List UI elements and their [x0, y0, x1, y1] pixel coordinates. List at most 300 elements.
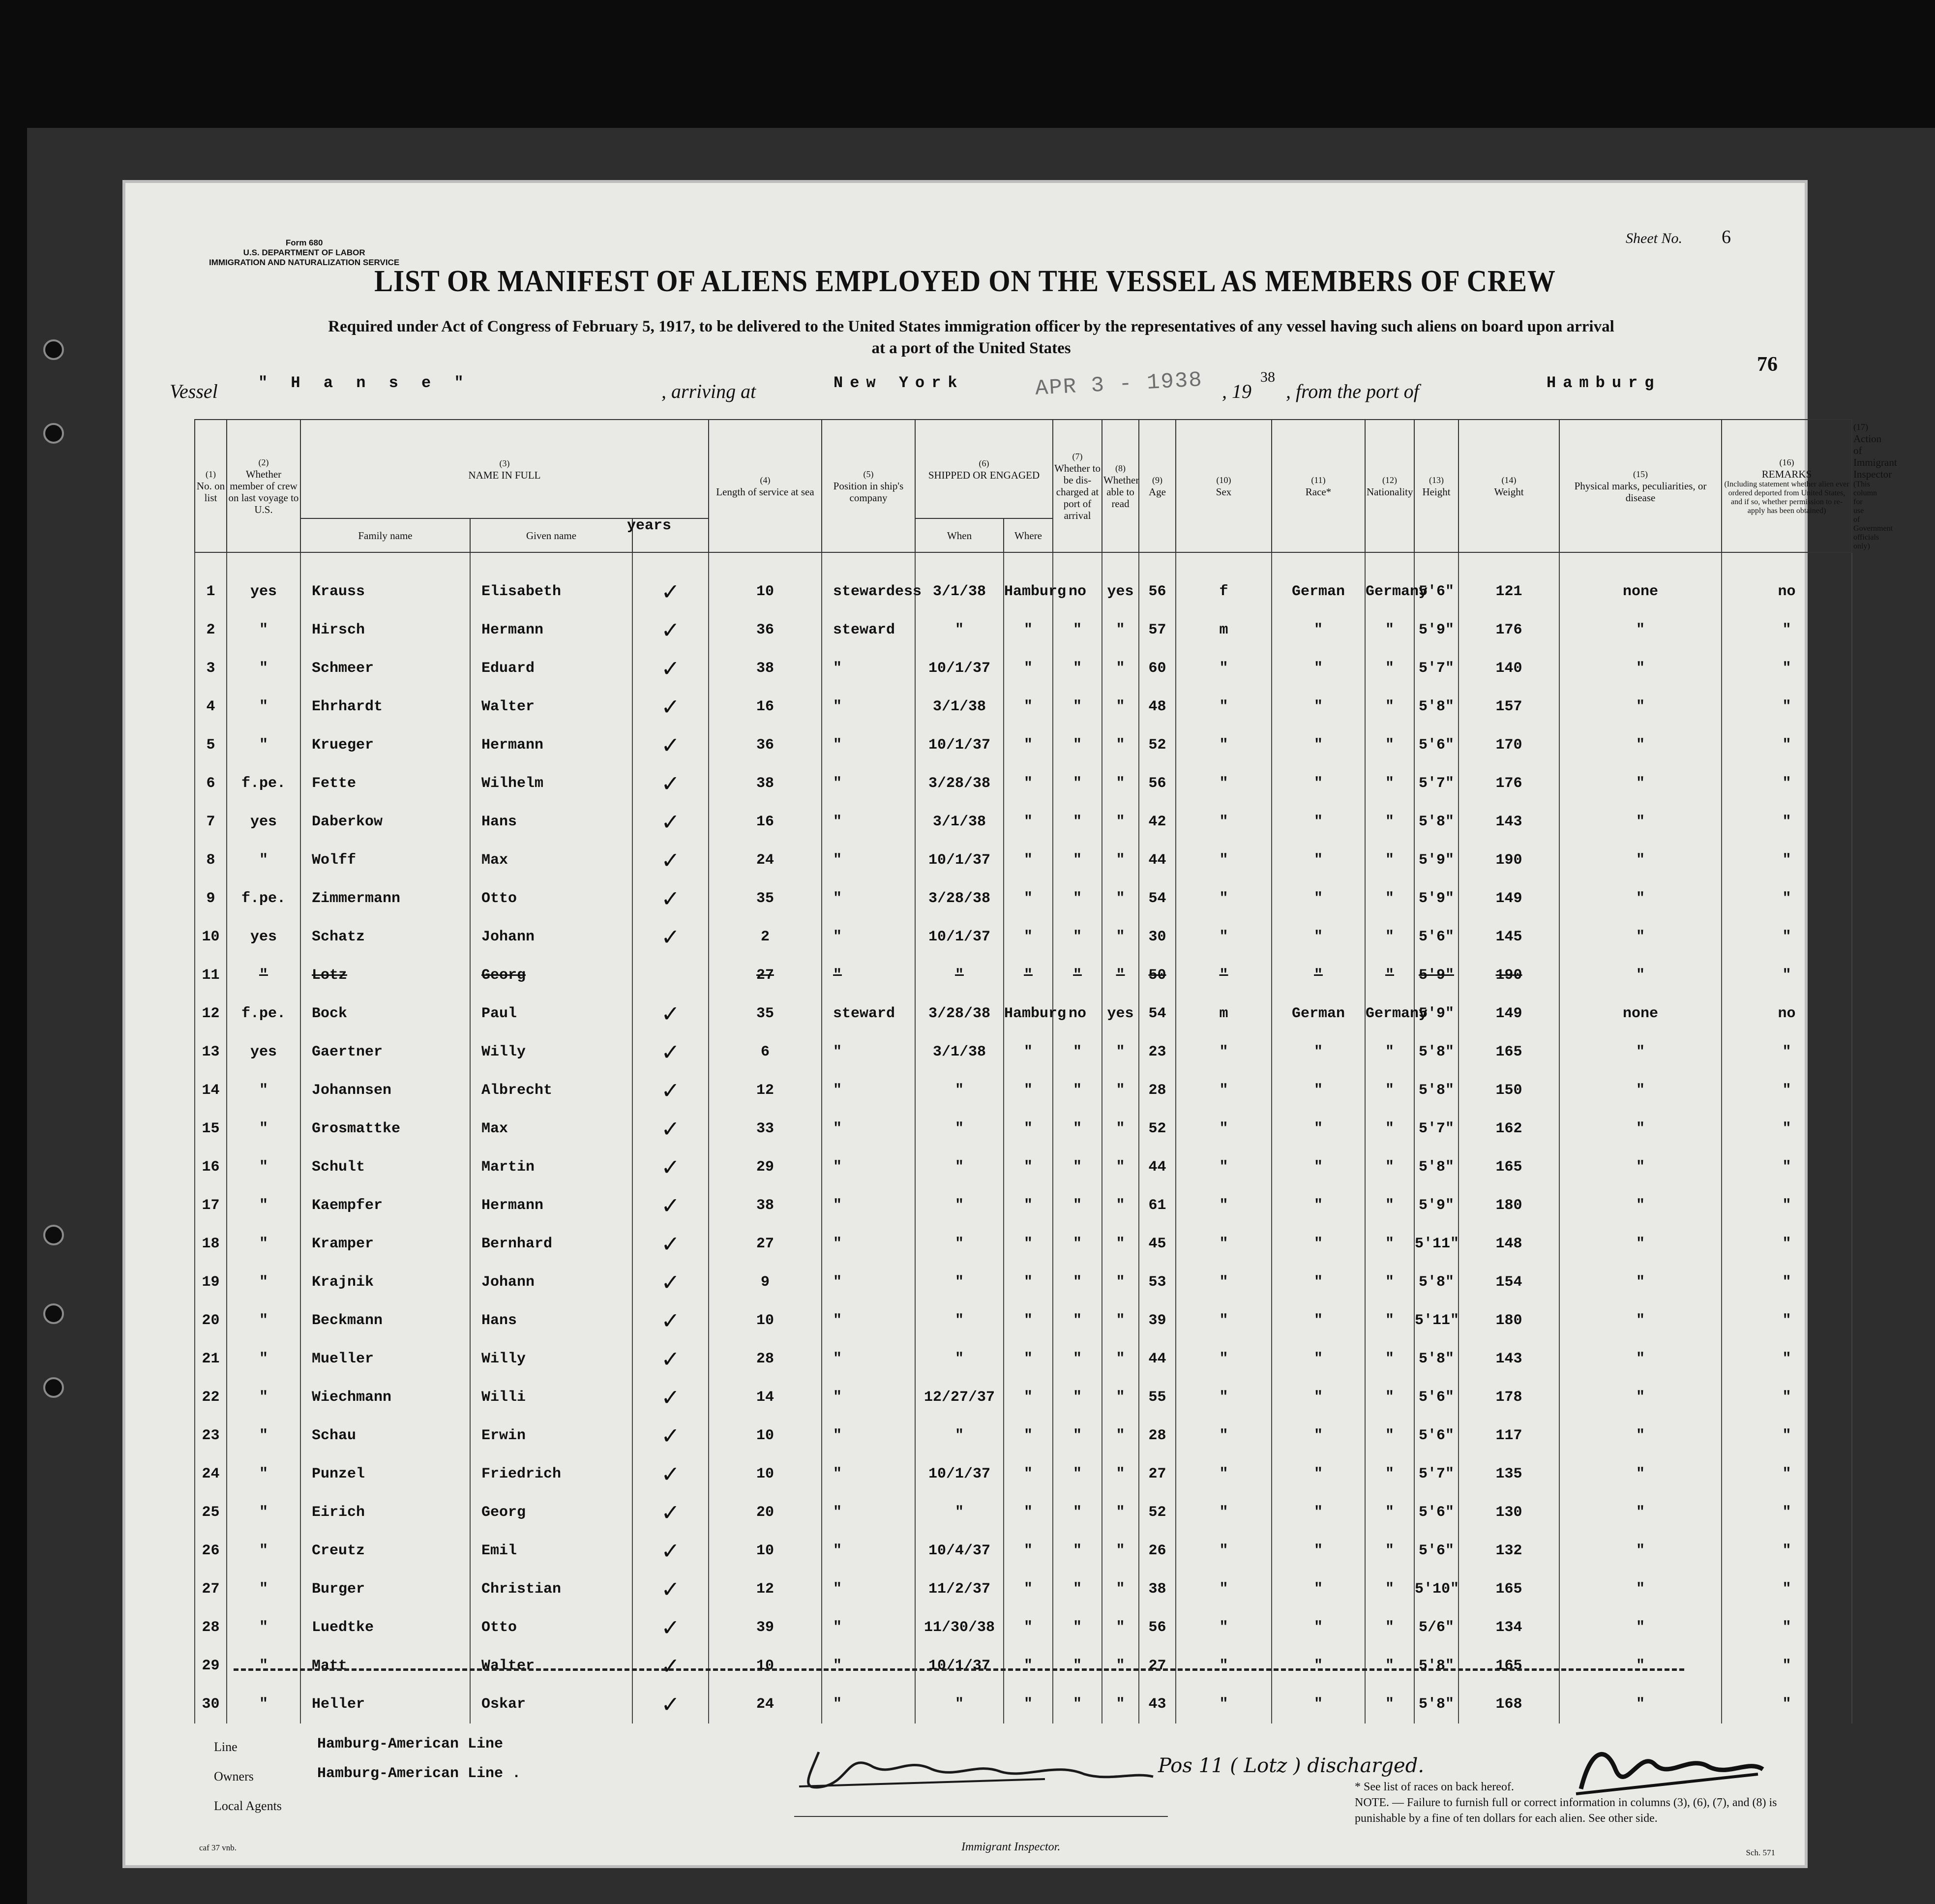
- given-name-cell: Max: [470, 841, 632, 879]
- height-cell: 5'10": [1414, 1570, 1459, 1608]
- member-flag-cell: ": [227, 1493, 300, 1532]
- family-name-cell: Grosmattke: [300, 1110, 470, 1148]
- discharged-cell: ": [1053, 1263, 1102, 1301]
- race-cell: ": [1272, 1378, 1365, 1417]
- able-to-read-cell: ": [1102, 1417, 1139, 1455]
- sex-cell: ": [1176, 1148, 1272, 1186]
- physical-marks-cell: ": [1559, 611, 1722, 649]
- table-row: [195, 1378, 1852, 1417]
- table-row: [195, 1570, 1852, 1608]
- table-row: [195, 803, 1852, 841]
- inspector-label: Immigrant Inspector.: [961, 1841, 1061, 1853]
- from-port: Hamburg: [1547, 374, 1661, 392]
- row-number-cell: 3: [195, 649, 227, 688]
- row-number-cell: 21: [195, 1340, 227, 1378]
- able-to-read-cell: ": [1102, 1532, 1139, 1570]
- service-length-cell: 14: [709, 1378, 822, 1417]
- vessel-label: Vessel: [170, 380, 218, 402]
- race-cell: German: [1272, 552, 1365, 611]
- nationality-cell: ": [1365, 1225, 1414, 1263]
- date-stamp: APR 3 - 1938: [1034, 368, 1203, 401]
- sex-cell: ": [1176, 1455, 1272, 1493]
- shipped-when-cell: 10/1/37: [915, 918, 1004, 956]
- age-cell: 27: [1139, 1455, 1176, 1493]
- height-cell: 5'8": [1414, 1033, 1459, 1071]
- service-length-cell: 10: [709, 1417, 822, 1455]
- family-name-cell: Schult: [300, 1148, 470, 1186]
- age-cell: 56: [1139, 764, 1176, 803]
- nationality-cell: ": [1365, 1608, 1414, 1647]
- member-flag-cell: ": [227, 1186, 300, 1225]
- check-mark-cell: ✓: [632, 879, 709, 918]
- height-cell: 5'9": [1414, 1186, 1459, 1225]
- shipped-when-cell: ": [915, 956, 1004, 995]
- weight-cell: 178: [1459, 1378, 1559, 1417]
- age-cell: 44: [1139, 1340, 1176, 1378]
- discharged-cell: ": [1053, 1570, 1102, 1608]
- position-cell: ": [822, 1685, 915, 1723]
- family-name-cell: Wolff: [300, 841, 470, 879]
- remarks-cell: ": [1722, 1225, 1852, 1263]
- shipped-when-cell: ": [915, 1263, 1004, 1301]
- remarks-cell: ": [1722, 1301, 1852, 1340]
- able-to-read-cell: ": [1102, 1110, 1139, 1148]
- given-name-cell: Eduard: [470, 649, 632, 688]
- physical-marks-cell: ": [1559, 1685, 1722, 1723]
- position-cell: ": [822, 726, 915, 764]
- able-to-read-cell: ": [1102, 1340, 1139, 1378]
- service-name: IMMIGRATION AND NATURALIZATION SERVICE: [209, 258, 400, 267]
- physical-marks-cell: ": [1559, 1110, 1722, 1148]
- nationality-cell: ": [1365, 688, 1414, 726]
- given-name-cell: Walter: [470, 1647, 632, 1685]
- remarks-cell: ": [1722, 1685, 1852, 1723]
- discharged-cell: ": [1053, 649, 1102, 688]
- height-cell: 5'8": [1414, 1263, 1459, 1301]
- height-cell: 5'7": [1414, 1455, 1459, 1493]
- family-name-cell: Krajnik: [300, 1263, 470, 1301]
- given-name-cell: Martin: [470, 1148, 632, 1186]
- sex-cell: ": [1176, 1685, 1272, 1723]
- member-flag-cell: yes: [227, 803, 300, 841]
- remarks-cell: ": [1722, 649, 1852, 688]
- physical-marks-cell: ": [1559, 956, 1722, 995]
- family-name-cell: Johannsen: [300, 1071, 470, 1110]
- given-name-cell: Friedrich: [470, 1455, 632, 1493]
- shipped-where-cell: ": [1004, 1417, 1053, 1455]
- col-shipped: (6) SHIPPED OR ENGAGED: [915, 420, 1053, 518]
- shipped-where-cell: ": [1004, 726, 1053, 764]
- nationality-cell: ": [1365, 918, 1414, 956]
- shipped-where-cell: ": [1004, 918, 1053, 956]
- age-cell: 61: [1139, 1186, 1176, 1225]
- shipped-where-cell: ": [1004, 1033, 1053, 1071]
- shipped-where-cell: ": [1004, 1685, 1053, 1723]
- family-name-cell: Daberkow: [300, 803, 470, 841]
- age-cell: 53: [1139, 1263, 1176, 1301]
- shipped-when-cell: 3/1/38: [915, 803, 1004, 841]
- physical-marks-cell: ": [1559, 1493, 1722, 1532]
- inspector-line: [794, 1816, 1168, 1817]
- sex-cell: ": [1176, 1186, 1272, 1225]
- weight-cell: 180: [1459, 1186, 1559, 1225]
- position-cell: ": [822, 879, 915, 918]
- height-cell: 5'11": [1414, 1301, 1459, 1340]
- shipped-when-cell: ": [915, 1340, 1004, 1378]
- check-mark-cell: ✓: [632, 841, 709, 879]
- year-label: , 19: [1222, 380, 1251, 402]
- age-cell: 28: [1139, 1417, 1176, 1455]
- able-to-read-cell: ": [1102, 611, 1139, 649]
- height-cell: 5'8": [1414, 803, 1459, 841]
- member-flag-cell: ": [227, 1071, 300, 1110]
- shipped-when-cell: 11/30/38: [915, 1608, 1004, 1647]
- caf-code: caf 37 vnb.: [199, 1843, 237, 1852]
- race-cell: ": [1272, 1186, 1365, 1225]
- service-length-cell: 24: [709, 1685, 822, 1723]
- table-row: [195, 995, 1852, 1033]
- shipped-where-cell: ": [1004, 1186, 1053, 1225]
- line-field: [214, 1736, 504, 1754]
- service-length-cell: 39: [709, 1608, 822, 1647]
- nationality-cell: ": [1365, 1186, 1414, 1225]
- physical-marks-cell: ": [1559, 1301, 1722, 1340]
- race-cell: ": [1272, 1685, 1365, 1723]
- row-number-cell: 2: [195, 611, 227, 649]
- service-length-cell: 38: [709, 1186, 822, 1225]
- remarks-cell: ": [1722, 1493, 1852, 1532]
- family-name-cell: Schatz: [300, 918, 470, 956]
- shipped-when-cell: ": [915, 1417, 1004, 1455]
- nationality-cell: ": [1365, 764, 1414, 803]
- race-cell: German: [1272, 995, 1365, 1033]
- race-cell: ": [1272, 1455, 1365, 1493]
- check-mark-cell: ✓: [632, 611, 709, 649]
- remarks-cell: ": [1722, 688, 1852, 726]
- table-row: [195, 1110, 1852, 1148]
- position-cell: ": [822, 1033, 915, 1071]
- shipped-when-cell: 10/1/37: [915, 726, 1004, 764]
- service-length-cell: 38: [709, 649, 822, 688]
- row-number-cell: 11: [195, 956, 227, 995]
- subtitle-line-2: at a port of the United States: [871, 339, 1071, 357]
- service-length-cell: 33: [709, 1110, 822, 1148]
- race-cell: ": [1272, 611, 1365, 649]
- weight-cell: 148: [1459, 1225, 1559, 1263]
- race-cell: ": [1272, 649, 1365, 688]
- check-mark-cell: ✓: [632, 1647, 709, 1685]
- table-row: [195, 1148, 1852, 1186]
- remarks-cell: ": [1722, 841, 1852, 879]
- age-cell: 44: [1139, 1148, 1176, 1186]
- member-flag-cell: ": [227, 1417, 300, 1455]
- physical-marks-cell: ": [1559, 1148, 1722, 1186]
- member-flag-cell: f.pe.: [227, 764, 300, 803]
- row-number-cell: 29: [195, 1647, 227, 1685]
- end-of-list-line: [234, 1668, 1684, 1671]
- physical-marks-cell: ": [1559, 1647, 1722, 1685]
- sex-cell: ": [1176, 1263, 1272, 1301]
- shipped-when-cell: 10/4/37: [915, 1532, 1004, 1570]
- race-cell: ": [1272, 956, 1365, 995]
- member-flag-cell: ": [227, 1378, 300, 1417]
- page-stamp: 76: [1757, 353, 1778, 376]
- table-row: [195, 1685, 1852, 1723]
- discharged-cell: ": [1053, 803, 1102, 841]
- remarks-cell: ": [1722, 1378, 1852, 1417]
- check-mark-cell: ✓: [632, 764, 709, 803]
- discharged-cell: ": [1053, 611, 1102, 649]
- form-number: Form 680: [285, 238, 323, 247]
- service-length-cell: 10: [709, 1647, 822, 1685]
- given-name-cell: Johann: [470, 1263, 632, 1301]
- table-row: [195, 1186, 1852, 1225]
- subtitle-line-1: Required under Act of Congress of February 5, 1917, to be delivered to the United States immigration officer by the representatives of any vessel having such aliens on board upon arrival: [328, 318, 1614, 335]
- binder-hole: [43, 1225, 64, 1245]
- given-name-cell: Willi: [470, 1378, 632, 1417]
- nationality-cell: ": [1365, 1301, 1414, 1340]
- discharged-cell: ": [1053, 1033, 1102, 1071]
- table-row: [195, 688, 1852, 726]
- table-row: [195, 764, 1852, 803]
- race-cell: ": [1272, 1033, 1365, 1071]
- shipped-when-cell: 3/28/38: [915, 879, 1004, 918]
- given-name-cell: Georg: [470, 1493, 632, 1532]
- service-length-cell: 29: [709, 1148, 822, 1186]
- shipped-where-cell: ": [1004, 1647, 1053, 1685]
- member-flag-cell: ": [227, 1110, 300, 1148]
- footnote-races: * See list of races on back hereof.: [1355, 1781, 1514, 1793]
- discharged-cell: ": [1053, 688, 1102, 726]
- given-name-cell: Max: [470, 1110, 632, 1148]
- weight-cell: 143: [1459, 803, 1559, 841]
- race-cell: ": [1272, 1608, 1365, 1647]
- race-cell: ": [1272, 1110, 1365, 1148]
- able-to-read-cell: ": [1102, 1148, 1139, 1186]
- service-length-cell: 16: [709, 803, 822, 841]
- weight-cell: 176: [1459, 611, 1559, 649]
- discharged-cell: ": [1053, 1417, 1102, 1455]
- col-when: When: [915, 518, 1004, 552]
- years-label: years: [627, 517, 672, 534]
- service-length-cell: 36: [709, 611, 822, 649]
- row-number-cell: 15: [195, 1110, 227, 1148]
- physical-marks-cell: ": [1559, 1608, 1722, 1647]
- col-race: (11) Race*: [1272, 420, 1365, 552]
- position-cell: ": [822, 956, 915, 995]
- row-number-cell: 27: [195, 1570, 227, 1608]
- given-name-cell: Hermann: [470, 611, 632, 649]
- physical-marks-cell: ": [1559, 1340, 1722, 1378]
- shipped-where-cell: Hamburg: [1004, 552, 1053, 611]
- shipped-where-cell: ": [1004, 1263, 1053, 1301]
- line-label: Line: [214, 1740, 238, 1754]
- check-mark-cell: ✓: [632, 1301, 709, 1340]
- sex-cell: ": [1176, 1301, 1272, 1340]
- col-sex: (10) Sex: [1176, 420, 1272, 552]
- nationality-cell: Germany: [1365, 552, 1414, 611]
- height-cell: 5'7": [1414, 764, 1459, 803]
- member-flag-cell: ": [227, 841, 300, 879]
- shipped-when-cell: ": [915, 1225, 1004, 1263]
- remarks-cell: ": [1722, 764, 1852, 803]
- discharged-cell: ": [1053, 1225, 1102, 1263]
- family-name-cell: Punzel: [300, 1455, 470, 1493]
- able-to-read-cell: ": [1102, 918, 1139, 956]
- sheet-number: [1626, 226, 1731, 248]
- discharged-cell: ": [1053, 918, 1102, 956]
- shipped-where-cell: ": [1004, 1532, 1053, 1570]
- race-cell: ": [1272, 803, 1365, 841]
- weight-cell: 165: [1459, 1647, 1559, 1685]
- row-number-cell: 30: [195, 1685, 227, 1723]
- binder-hole: [43, 1303, 64, 1324]
- col-height: (13) Height: [1414, 420, 1459, 552]
- member-flag-cell: ": [227, 649, 300, 688]
- row-number-cell: 18: [195, 1225, 227, 1263]
- table-row: [195, 1493, 1852, 1532]
- age-cell: 44: [1139, 841, 1176, 879]
- position-cell: ": [822, 1225, 915, 1263]
- sex-cell: ": [1176, 1071, 1272, 1110]
- age-cell: 52: [1139, 726, 1176, 764]
- physical-marks-cell: ": [1559, 1186, 1722, 1225]
- agents-label: Local Agents: [214, 1799, 282, 1813]
- shipped-when-cell: 10/1/37: [915, 841, 1004, 879]
- position-cell: ": [822, 841, 915, 879]
- remarks-cell: ": [1722, 1148, 1852, 1186]
- arriving-port: New York: [834, 374, 964, 392]
- table-row: [195, 1647, 1852, 1685]
- given-name-cell: Albrecht: [470, 1071, 632, 1110]
- given-name-cell: Wilhelm: [470, 764, 632, 803]
- able-to-read-cell: ": [1102, 688, 1139, 726]
- member-flag-cell: ": [227, 726, 300, 764]
- discharged-cell: ": [1053, 1378, 1102, 1417]
- family-name-cell: Beckmann: [300, 1301, 470, 1340]
- sex-cell: ": [1176, 803, 1272, 841]
- shipped-when-cell: ": [915, 611, 1004, 649]
- check-mark-cell: ✓: [632, 1033, 709, 1071]
- handwritten-note: Pos 11 ( Lotz ) discharged.: [1158, 1754, 1425, 1777]
- member-flag-cell: f.pe.: [227, 879, 300, 918]
- able-to-read-cell: ": [1102, 1455, 1139, 1493]
- family-name-cell: Luedtke: [300, 1608, 470, 1647]
- row-number-cell: 1: [195, 552, 227, 611]
- table-row: [195, 1301, 1852, 1340]
- shipped-where-cell: ": [1004, 649, 1053, 688]
- age-cell: 38: [1139, 1570, 1176, 1608]
- height-cell: 5'6": [1414, 552, 1459, 611]
- able-to-read-cell: ": [1102, 956, 1139, 995]
- race-cell: ": [1272, 1263, 1365, 1301]
- agents-field: [214, 1799, 282, 1813]
- weight-cell: 157: [1459, 688, 1559, 726]
- nationality-cell: ": [1365, 1685, 1414, 1723]
- service-length-cell: 10: [709, 1532, 822, 1570]
- shipped-when-cell: ": [915, 1071, 1004, 1110]
- check-mark-cell: ✓: [632, 1110, 709, 1148]
- position-cell: ": [822, 649, 915, 688]
- row-number-cell: 28: [195, 1608, 227, 1647]
- weight-cell: 170: [1459, 726, 1559, 764]
- position-cell: ": [822, 1455, 915, 1493]
- position-cell: ": [822, 1647, 915, 1685]
- footnote-penalty: NOTE. — Failure to furnish full or correct information in columns (3), (6), (7), and (8) is punishable by a fine of ten dollars for each alien. See other side.: [1355, 1796, 1777, 1825]
- race-cell: ": [1272, 1301, 1365, 1340]
- physical-marks-cell: ": [1559, 841, 1722, 879]
- position-cell: ": [822, 1263, 915, 1301]
- discharged-cell: ": [1053, 1493, 1102, 1532]
- sex-cell: ": [1176, 1110, 1272, 1148]
- given-name-cell: Oskar: [470, 1685, 632, 1723]
- col-name: (3) NAME IN FULL: [300, 420, 709, 518]
- weight-cell: 176: [1459, 764, 1559, 803]
- height-cell: 5'8": [1414, 1148, 1459, 1186]
- owners-field: [214, 1765, 521, 1784]
- row-number-cell: 17: [195, 1186, 227, 1225]
- family-name-cell: Heller: [300, 1685, 470, 1723]
- weight-cell: 190: [1459, 841, 1559, 879]
- table-row: [195, 1455, 1852, 1493]
- physical-marks-cell: ": [1559, 649, 1722, 688]
- age-cell: 39: [1139, 1301, 1176, 1340]
- remarks-cell: ": [1722, 1033, 1852, 1071]
- discharged-cell: ": [1053, 956, 1102, 995]
- height-cell: 5'8": [1414, 1340, 1459, 1378]
- physical-marks-cell: ": [1559, 1225, 1722, 1263]
- check-mark-cell: ✓: [632, 1608, 709, 1647]
- col-read: (8) Whether able to read: [1102, 420, 1139, 552]
- shipped-where-cell: ": [1004, 1301, 1053, 1340]
- height-cell: 5'6": [1414, 1532, 1459, 1570]
- able-to-read-cell: ": [1102, 879, 1139, 918]
- check-mark-cell: ✓: [632, 1493, 709, 1532]
- member-flag-cell: ": [227, 1301, 300, 1340]
- service-length-cell: 16: [709, 688, 822, 726]
- discharged-cell: ": [1053, 841, 1102, 879]
- weight-cell: 117: [1459, 1417, 1559, 1455]
- given-name-cell: Otto: [470, 879, 632, 918]
- shipped-when-cell: 3/28/38: [915, 995, 1004, 1033]
- family-name-cell: Schmeer: [300, 649, 470, 688]
- height-cell: 5'9": [1414, 611, 1459, 649]
- table-row: [195, 649, 1852, 688]
- remarks-cell: ": [1722, 879, 1852, 918]
- discharged-cell: ": [1053, 1301, 1102, 1340]
- weight-cell: 132: [1459, 1532, 1559, 1570]
- service-length-cell: 10: [709, 1301, 822, 1340]
- given-name-cell: Hermann: [470, 1186, 632, 1225]
- position-cell: stewardess: [822, 552, 915, 611]
- height-cell: 5'7": [1414, 1110, 1459, 1148]
- row-number-cell: 20: [195, 1301, 227, 1340]
- check-mark-cell: ✓: [632, 1685, 709, 1723]
- able-to-read-cell: yes: [1102, 995, 1139, 1033]
- sex-cell: ": [1176, 764, 1272, 803]
- nationality-cell: ": [1365, 1148, 1414, 1186]
- vessel-line: [170, 369, 1768, 409]
- check-mark-cell: ✓: [632, 649, 709, 688]
- height-cell: 5'8": [1414, 688, 1459, 726]
- table-row: [195, 726, 1852, 764]
- able-to-read-cell: ": [1102, 1493, 1139, 1532]
- col-length: (4) Length of service at sea: [709, 420, 822, 552]
- race-cell: ": [1272, 918, 1365, 956]
- physical-marks-cell: ": [1559, 1570, 1722, 1608]
- discharged-cell: ": [1053, 1071, 1102, 1110]
- shipped-when-cell: ": [915, 1301, 1004, 1340]
